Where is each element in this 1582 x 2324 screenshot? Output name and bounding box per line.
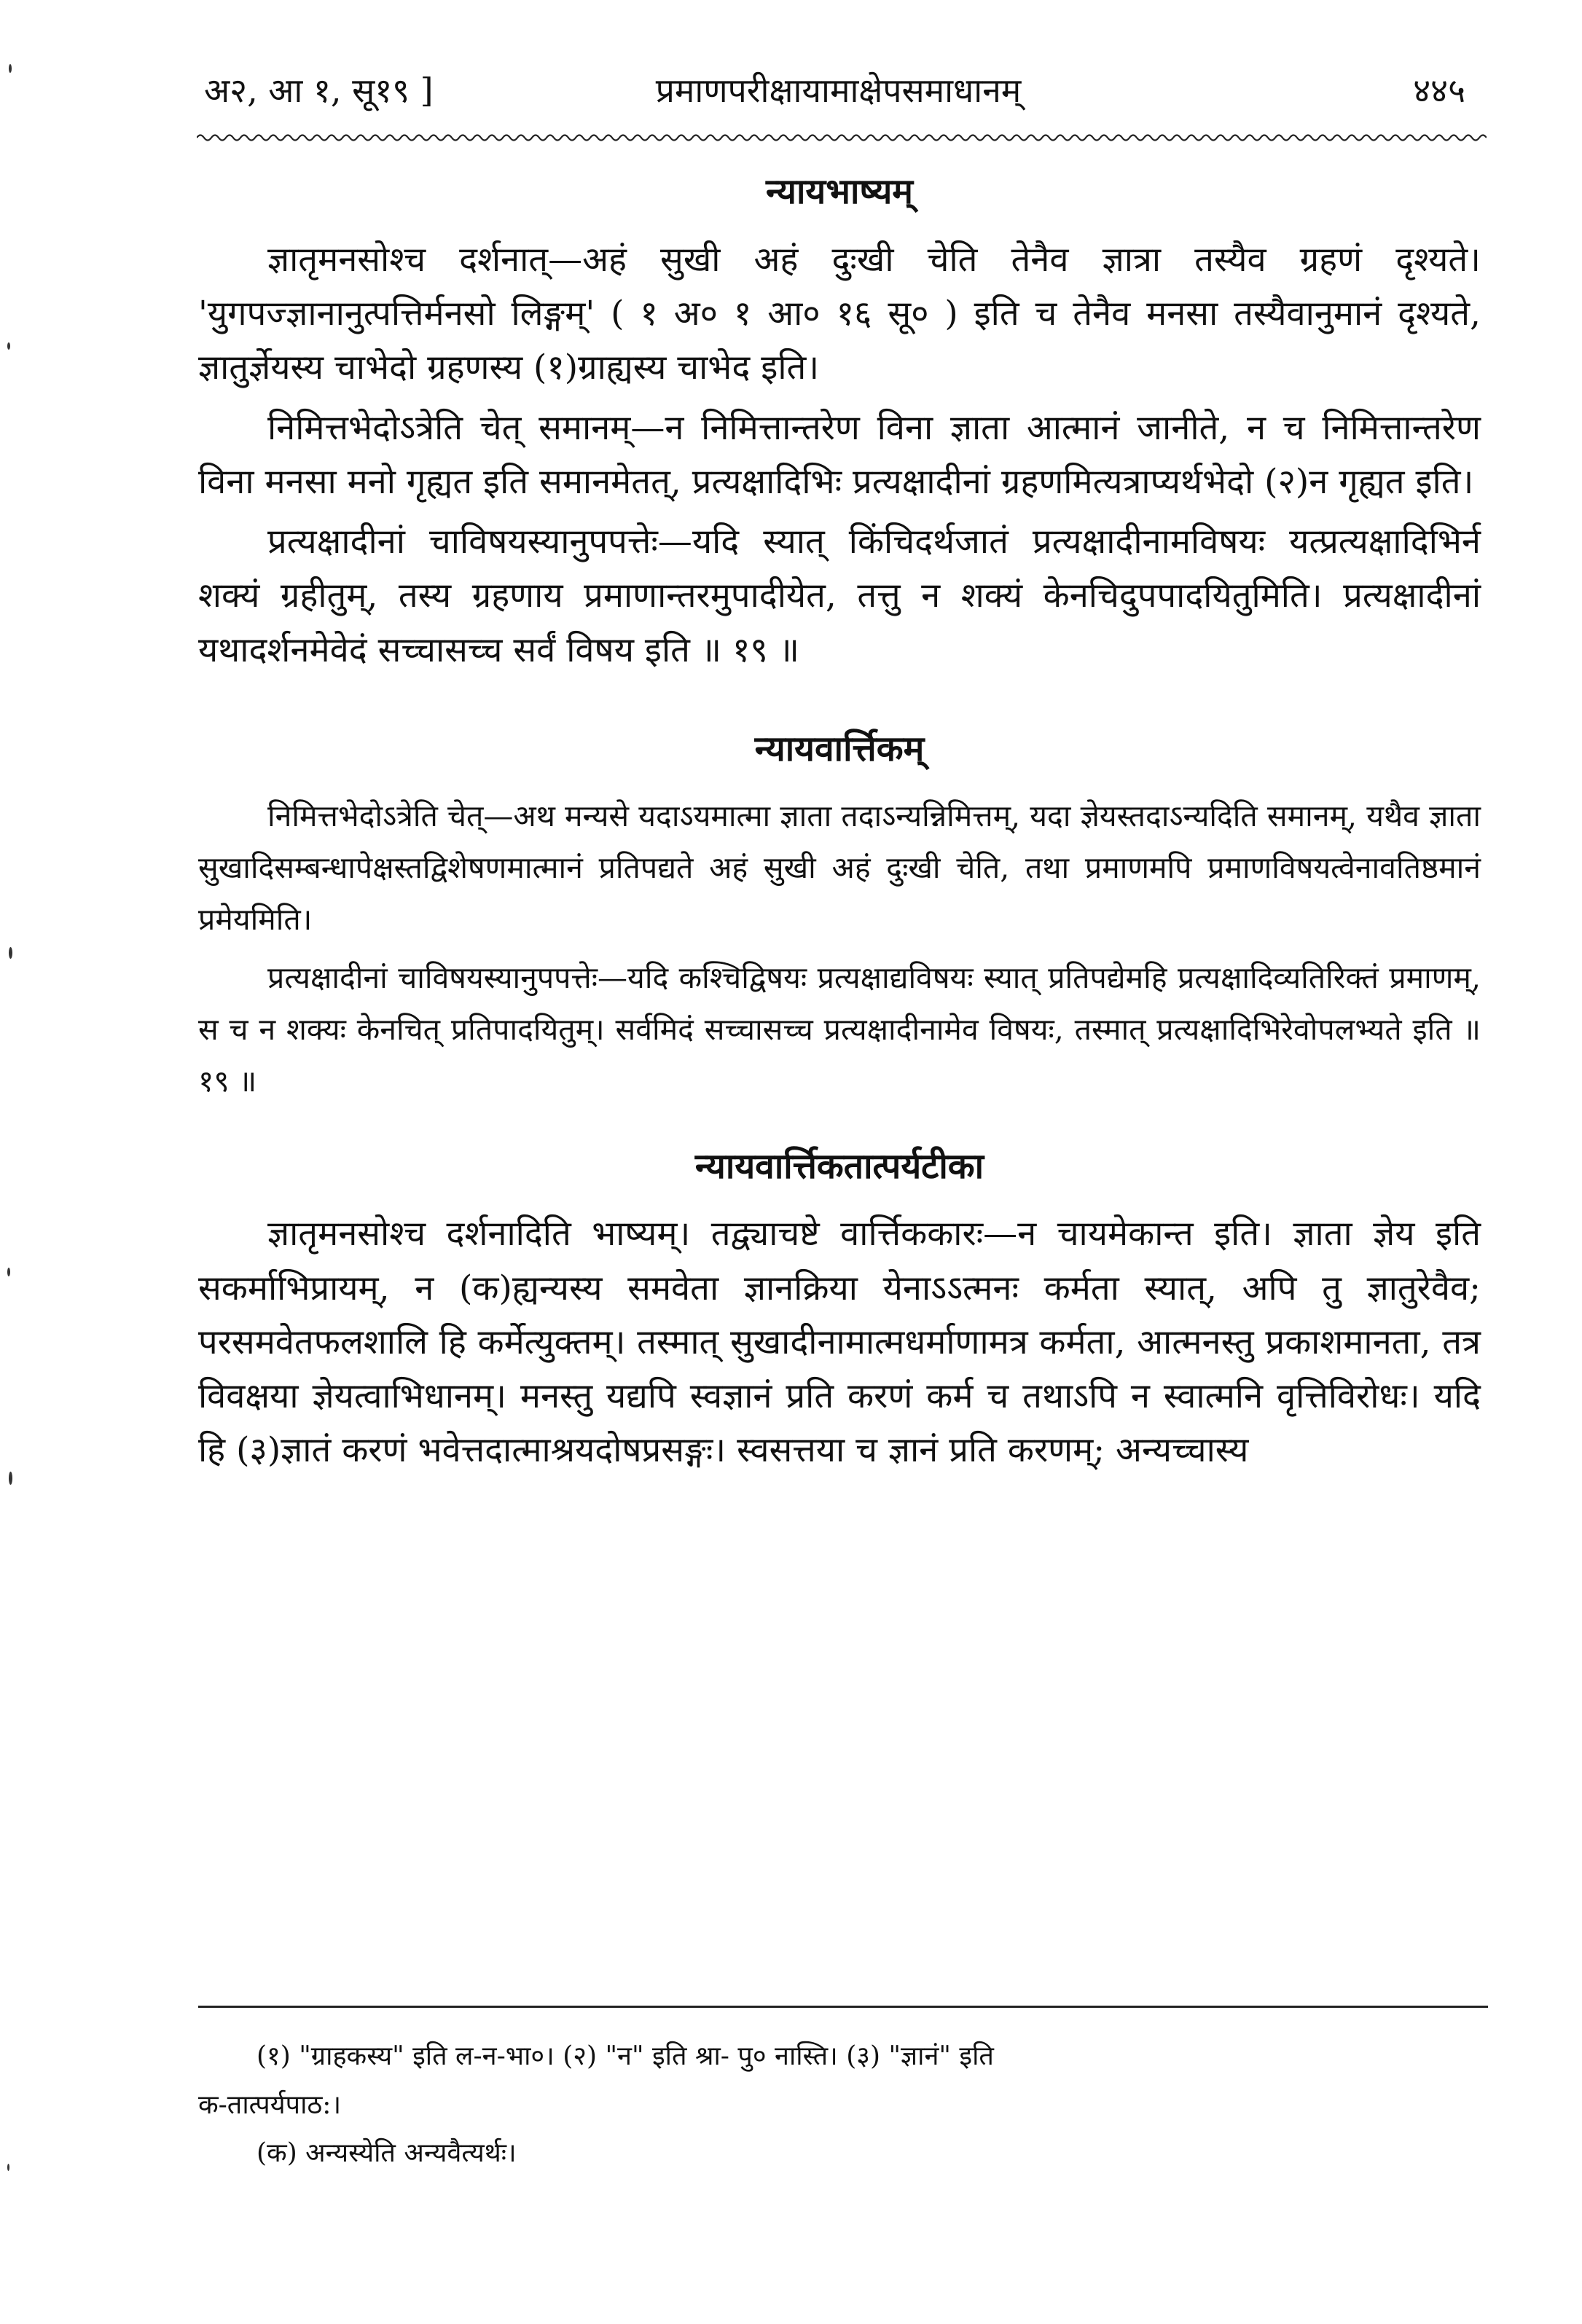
footnote-line: (१) "ग्राहकस्य" इति ल-न-भा०। (२) "न" इति श्रा- पु० नास्ति। (३) "ज्ञानं" इति — [257, 2041, 994, 2071]
page-body — [198, 164, 1481, 1484]
chapter-reference: अ२, आ १, सू१९ ] — [204, 71, 434, 110]
scan-speck — [7, 342, 10, 350]
scan-speck — [7, 1268, 10, 1276]
footnotes — [198, 2033, 1481, 2178]
running-header — [197, 60, 1480, 125]
footnote-divider — [198, 2006, 1488, 2008]
footnote-line: क-तात्पर्यपाठ:। — [198, 2089, 342, 2120]
footnote-line: (क) अन्यस्येति अन्यवैत्यर्थः। — [257, 2138, 517, 2169]
section-nyaya-bhashya — [198, 164, 1481, 678]
scan-speck — [9, 1472, 12, 1485]
section-tatparya-tika — [198, 1139, 1481, 1478]
bhashya-paragraph-1: ज्ञातृमनसोश्च दर्शनात्—अहं सुखी अहं दुःखी चेति तेनैव ज्ञात्रा तस्यैव ग्रहणं दृश्यते। 'युगपज्ज्ञानानुत्पत्तिर्मनसो लिङ्गम्' ( १ अ० १ आ० १६ सू० ) इति च तेनैव मनसा तस्यैवानुमानं दृश्यते, ज्ञातुर्ज्ञेयस्य चाभेदो ग्रहणस्य (१)ग्राह्यस्य चाभेद इति। — [198, 239, 1481, 388]
wavy-header-rule — [197, 133, 1487, 143]
tika-paragraph-1: ज्ञातृमनसोश्च दर्शनादिति भाष्यम्। तद्व्याचष्टे वार्त्तिककारः—न चायमेकान्त इति। ज्ञाता ज्ञेय इति सकर्माभिप्रायम्, न (क)ह्यन्यस्य समवेता ज्ञानक्रिया येनाऽऽत्मनः कर्मता स्यात्, अपि तु ज्ञातुरेवैव; परसमवेतफलशालि हि कर्मेत्युक्तम्। तस्मात् सुखादीनामात्मधर्माणामत्र कर्मता, आत्मनस्तु प्रकाशमानता, तत्र विवक्षया ज्ञेयत्वाभिधानम्। मनस्तु यद्यपि स्वज्ञानं प्रति करणं कर्म च तथाऽपि न स्वात्मनि वृत्तिविरोधः। यदि हि (३)ज्ञातं करणं भवेत्तदात्माश्रयदोषप्रसङ्गः। स्वसत्तया च ज्ञानं प्रति करणम्; अन्यच्चास्य — [198, 1214, 1481, 1471]
running-title: प्रमाणपरीक्षायामाक्षेपसमाधानम् — [655, 71, 1022, 110]
section-nyaya-varttika — [198, 721, 1481, 1108]
section-title: न्यायवार्त्तिकतात्पर्यटीका — [694, 1145, 984, 1187]
bhashya-paragraph-2: निमित्तभेदोऽत्रेति चेत् समानम्—न निमित्तान्तरेण विना ज्ञाता आत्मानं जानीते, न च निमित्तान्तरेण विना मनसा मनो गृह्यत इति समानमेतत्, प्रत्यक्षादिभिः प्रत्यक्षादीनां ग्रहणमित्यत्राप्यर्थभेदो (२)न गृह्यत इति। — [198, 407, 1481, 502]
varttika-paragraph-2: प्रत्यक्षादीनां चाविषयस्यानुपपत्तेः—यदि कश्चिद्विषयः प्रत्यक्षाद्यविषयः स्यात् प्रतिपद्येमहि प्रत्यक्षादिव्यतिरिक्तं प्रमाणम्, स च न शक्यः केनचित् प्रतिपादयितुम्। सर्वमिदं सच्चासच्च प्रत्यक्षादीनामेव विषयः, तस्मात् प्रत्यक्षादिभिरेवोपलभ्यते इति ॥ १९ ॥ — [198, 959, 1481, 1099]
page-number: ४४५ — [1413, 71, 1465, 110]
bhashya-paragraph-3: प्रत्यक्षादीनां चाविषयस्यानुपपत्तेः—यदि स्यात् किंचिदर्थजातं प्रत्यक्षादीनामविषयः यत्प्रत्यक्षादिभिर्न शक्यं ग्रहीतुम्, तस्य ग्रहणाय प्रमाणान्तरमुपादीयेत, तत्तु न शक्यं केनचिदुपपादयितुमिति। प्रत्यक्षादीनां यथादर्शनमेवेदं सच्चासच्च सर्वं विषय इति ॥ १९ ॥ — [198, 522, 1481, 670]
scan-speck — [9, 947, 12, 959]
varttika-paragraph-1: निमित्तभेदोऽत्रेति चेत्—अथ मन्यसे यदाऽयमात्मा ज्ञाता तदाऽन्यन्निमित्तम्, यदा ज्ञेयस्तदाऽन्यदिति समानम्, यथैव ज्ञाता सुखादिसम्बन्धापेक्षस्तद्विशेषणमात्मानं प्रतिपद्यते अहं सुखी अहं दुःखी चेति, तथा प्रमाणमपि प्रमाणविषयत्वेनावतिष्ठमानं प्रमेयमिति। — [198, 798, 1481, 938]
scan-speck — [9, 64, 12, 73]
section-title: न्यायभाष्यम् — [765, 171, 914, 212]
section-title: न्यायवार्त्तिकम् — [754, 728, 925, 769]
scan-speck — [7, 2164, 9, 2171]
